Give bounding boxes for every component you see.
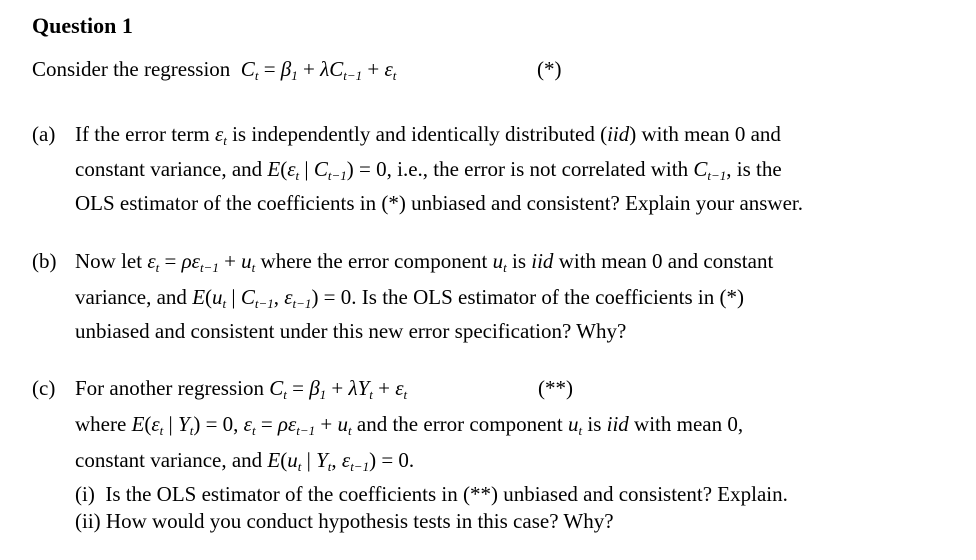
part-a-line-3: OLS estimator of the coefficients in (*) unbiased and consistent? Explain your answer.	[75, 191, 804, 215]
part-c-line-1: For another regression $C_t = \beta_1 + \lambda Y_t + \varepsilon_t$	[75, 376, 408, 402]
part-c-line-3: constant variance, and $E(u_t$ | $Y_t$, $\varepsilon_{t-1}) = 0$.	[75, 448, 415, 474]
part-b-line-1: Now let $\varepsilon_t = \rho\varepsilon_{t-1} + u_t$ where the error component $u_t$ is iid with mean 0 and constant	[75, 249, 774, 275]
part-a-line-1: If the error term $\varepsilon_t$ is independently and identically distributed (iid) with mean 0 and	[75, 122, 781, 148]
equation-star: $C_t = \beta_1 + \lambda C_{t-1} + \varepsilon_t$	[240, 57, 397, 83]
equation-tag-star: (*)	[537, 57, 562, 81]
equation-tag-double-star: (**)	[538, 376, 573, 400]
part-b-label: (b)	[32, 249, 57, 273]
part-a-label: (a)	[32, 122, 56, 146]
part-b-line-2: variance, and $E(u_t$ | $C_{t-1}$, $\varepsilon_{t-1}) = 0$. Is the OLS estimator of the coefficients in (*)	[75, 285, 744, 311]
part-c-line-2: where $E(\varepsilon_t$ | $Y_t) = 0$, $\varepsilon_t = \rho\varepsilon_{t-1} + u_t$ and the error component $u_t$ is iid with mean 0,	[75, 412, 744, 438]
part-a-line-2: constant variance, and $E(\varepsilon_t$ | $C_{t-1}) = 0$, i.e., the error is not correlated with $C_{t-1}$, is the	[75, 157, 782, 183]
part-c-label: (c)	[32, 376, 56, 400]
part-c-subquestion-ii: (ii) How would you conduct hypothesis tests in this case? Why?	[75, 509, 614, 533]
part-c-subquestion-i: (i) Is the OLS estimator of the coefficients in (**) unbiased and consistent? Explain.	[75, 482, 788, 506]
intro-line	[32, 55, 396, 83]
equation-double-star: $C_t = \beta_1 + \lambda Y_t + \varepsilon_t$	[269, 376, 408, 402]
part-b-line-3: unbiased and consistent under this new error specification? Why?	[75, 319, 627, 343]
question-title: Question 1	[32, 13, 133, 38]
intro-lead: Consider the regression	[32, 57, 231, 81]
